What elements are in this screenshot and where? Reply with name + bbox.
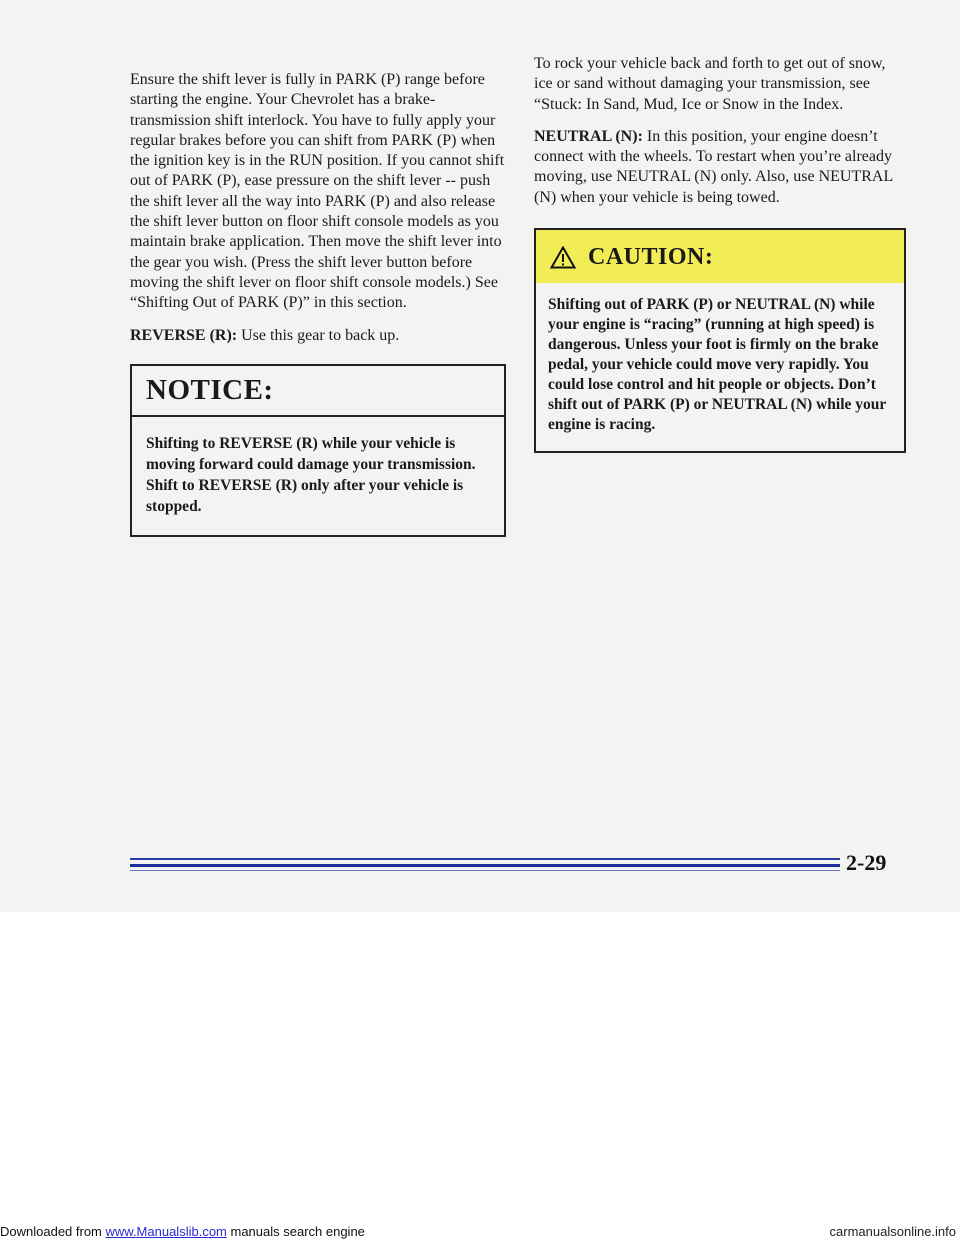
watermark-prefix: Downloaded from [0, 1224, 106, 1239]
page-number: 2-29 [846, 850, 887, 875]
reverse-paragraph [130, 326, 506, 346]
rock-vehicle-paragraph: To rock your vehicle back and forth to get out of snow, ice or sand without damaging your transmission, see “Stuck: In Sand, Mud, Ice or Snow in the Index. [534, 55, 886, 113]
neutral-paragraph [534, 127, 906, 208]
caution-body: Shifting out of PARK (P) or NEUTRAL (N) while your engine is “racing” (running at high speed) is dangerous. Unless your foot is firmly on the brake pedal, your vehicle could move very rapidly. You could lose control and hit people or objects. Don’t shift out of PARK (P) or NEUTRAL (N) while your engine is racing. [548, 296, 886, 434]
notice-title: NOTICE: [132, 366, 504, 417]
caution-box [534, 228, 906, 453]
download-watermark [0, 1224, 960, 1242]
manualslib-link[interactable]: www.Manualslib.com [105, 1224, 227, 1239]
reverse-term: REVERSE (R): [130, 326, 238, 344]
right-column [534, 54, 906, 453]
caution-header [536, 230, 904, 283]
carmanualsonline-watermark: carmanualsonline.info [829, 1224, 956, 1239]
notice-box [130, 364, 506, 537]
caution-title: CAUTION: [588, 244, 714, 271]
left-column [130, 70, 506, 537]
warning-triangle-icon [550, 246, 576, 269]
park-interlock-paragraph: Ensure the shift lever is fully in PARK (P) range before starting the engine. Your Chevrolet has a brake-transmission shift interlock. You have to fully apply your regular brakes before you can shift from PARK (P) when the ignition key is in the RUN position. If you cannot shift out of PARK (P), ease pressure on the shift lever -- push the shift lever all the way into PARK (P) and also release the shift lever button on floor shift console models as you maintain brake application. Then move the shift lever into the gear you wish. (Press the shift lever button before moving the shift lever on floor shift console models.) See “Shifting Out of PARK (P)” in this section. [130, 71, 505, 312]
reverse-description: Use this gear to back up. [237, 326, 400, 344]
neutral-term: NEUTRAL (N): [534, 127, 643, 145]
footer-rule [130, 858, 840, 872]
notice-body: Shifting to REVERSE (R) while your vehicle is moving forward could damage your transmission. Shift to REVERSE (R) only after your vehicle is stopped. [146, 434, 476, 515]
neutral-description: In this position, your engine doesn’t connect with the wheels. To restart when you’re already moving, use NEUTRAL (N) only. Also, use NEUTRAL (N) when your vehicle is being towed. [534, 127, 893, 206]
watermark-suffix: manuals search engine [226, 1224, 365, 1239]
